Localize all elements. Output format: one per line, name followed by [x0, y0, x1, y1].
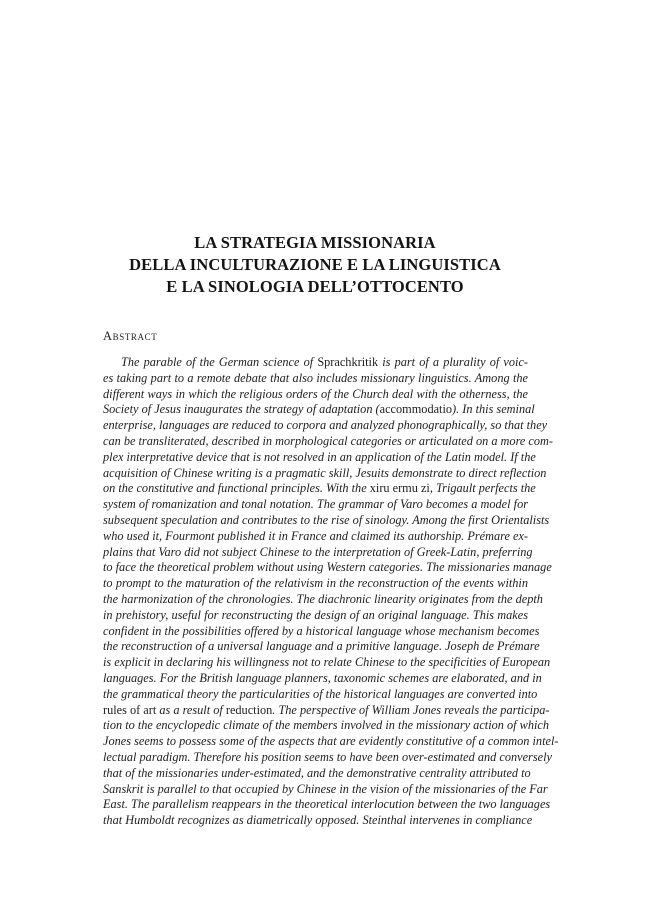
text-run: lectual paradigm. Therefore his position seems to have been over-estimated and conversely: [103, 749, 552, 764]
text-run: Society of Jesus inaugurates the strategy of adaptation (: [103, 402, 380, 417]
text-run: es taking part to a remote debate that also includes missionary linguistics. Among the: [103, 370, 528, 385]
text-run: system of romanization and tonal notation. The grammar of Varo becomes a model for: [103, 497, 528, 512]
abstract-body: [103, 355, 559, 829]
text-run: confident in the possibilities offered by a historical language whose mechanism becomes: [103, 623, 540, 638]
text-run: in prehistory, useful for reconstructing the design of an original language. This makes: [103, 607, 528, 622]
upright-term: reduction: [225, 702, 273, 717]
abstract-line: [103, 497, 528, 513]
abstract-line: [103, 512, 550, 529]
abstract-line: [103, 355, 528, 371]
abstract-line: [103, 481, 536, 497]
abstract-line: [103, 797, 551, 813]
text-run: as a result of: [156, 702, 226, 717]
text-run: plex interpretative device that is not resolved in an application of the Latin model. If the: [103, 449, 536, 464]
text-run: that of the missionaries under-estimated, and the demonstrative centrality attributed to: [103, 765, 531, 780]
text-run: , Trigault perfects the: [429, 481, 536, 496]
abstract-line: [103, 449, 536, 466]
abstract-line: [103, 608, 528, 624]
abstract-line: [103, 781, 548, 798]
text-run: to face the theoretical problem without using Western categories. The missionaries manage: [103, 560, 552, 575]
text-run: subsequent speculation and contributes to the rise of sinology. Among the first Orientalists: [103, 512, 550, 527]
upright-term: accommodatio: [379, 402, 453, 417]
text-run: acquisition of Chinese writing is a pragmatic skill, Jesuits demonstrate to direct reflection: [103, 465, 547, 480]
text-run: ). In this seminal: [452, 402, 535, 417]
chapter-title-line-1: LA STRATEGIA MISSIONARIA: [194, 233, 436, 252]
text-run: Jones seems to possess some of the aspects that are evidently constitutive of a common intel-: [103, 734, 559, 749]
text-run: The parable of the German science of: [121, 355, 318, 369]
text-run: the grammatical theory the particularities of the historical languages are converted into: [103, 686, 538, 701]
text-run: that Humboldt recognizes as diametrically opposed. Steinthal intervenes in compliance: [103, 813, 533, 828]
abstract-line: [103, 686, 538, 703]
text-run: is explicit in declaring his willingness not to relate Chinese to the specificities of European: [103, 655, 551, 670]
upright-term: rules of art: [103, 702, 157, 717]
abstract-line: [103, 433, 554, 450]
abstract-line: [103, 749, 552, 766]
abstract-line: [103, 718, 549, 734]
abstract-line: [103, 529, 528, 545]
text-run: Sanskrit is parallel to that occupied by Chinese in the vision of the missionaries of the Far: [103, 781, 548, 796]
abstract-line: [103, 623, 540, 640]
text-run: to prompt to the maturation of the relativism in the reconstruction of the events within: [103, 576, 528, 591]
chapter-title: [100, 232, 530, 298]
abstract-line: [103, 576, 528, 592]
abstract-heading: Abstract: [103, 329, 158, 343]
abstract-line: [103, 560, 552, 576]
text-run: on the constitutive and functional principles. With the: [103, 481, 370, 496]
abstract-line: [103, 639, 540, 655]
text-run: tion to the encyclopedic climate of the members involved in the missionary action of which: [103, 718, 549, 733]
text-run: the harmonization of the chronologies. The diachronic linearity originates from the depth: [103, 591, 543, 606]
upright-term: Sprachkritik: [317, 355, 379, 369]
text-run: can be transliterated, described in morphological categories or articulated on a more com-: [103, 433, 554, 448]
abstract-line: [103, 465, 547, 482]
text-run: the reconstruction of a universal language and a primitive language. Joseph de Prémare: [103, 639, 540, 654]
abstract-line: [103, 702, 550, 719]
text-run: . The perspective of William Jones reveals the participa-: [272, 702, 550, 717]
text-run: who used it, Fourmont published it in France and claimed its authorship. Prémare ex-: [103, 528, 528, 543]
chapter-title-line-2: DELLA INCULTURAZIONE E LA LINGUISTICA: [129, 255, 501, 274]
abstract-line: [103, 591, 543, 608]
abstract-line: [103, 734, 559, 750]
text-run: different ways in which the religious orders of the Church deal with the otherness, the: [103, 386, 528, 401]
abstract-line: [103, 813, 533, 829]
abstract-line: [103, 418, 548, 434]
abstract-line: [103, 402, 535, 418]
abstract-line: [103, 387, 528, 403]
chapter-title-line-3: E LA SINOLOGIA DELL’OTTOCENTO: [166, 277, 464, 296]
text-run: enterprise, languages are reduced to corpora and analyzed phonographically, so that they: [103, 418, 548, 433]
text-run: languages. For the British language planners, taxonomic schemes are elaborated, and in: [103, 670, 542, 685]
text-run: East. The parallelism reappears in the theoretical interlocution between the two languages: [103, 797, 551, 812]
abstract-line: [103, 371, 528, 387]
text-run: plains that Varo did not subject Chinese to the interpretation of Greek-Latin, preferring: [103, 544, 533, 559]
abstract-line: [103, 765, 531, 782]
upright-term: xiru ermu zi: [369, 481, 430, 496]
abstract-line: [103, 670, 542, 687]
abstract-line: [103, 544, 533, 561]
abstract-line: [103, 655, 551, 671]
text-run: is part of a plurality of voic-: [378, 355, 528, 369]
